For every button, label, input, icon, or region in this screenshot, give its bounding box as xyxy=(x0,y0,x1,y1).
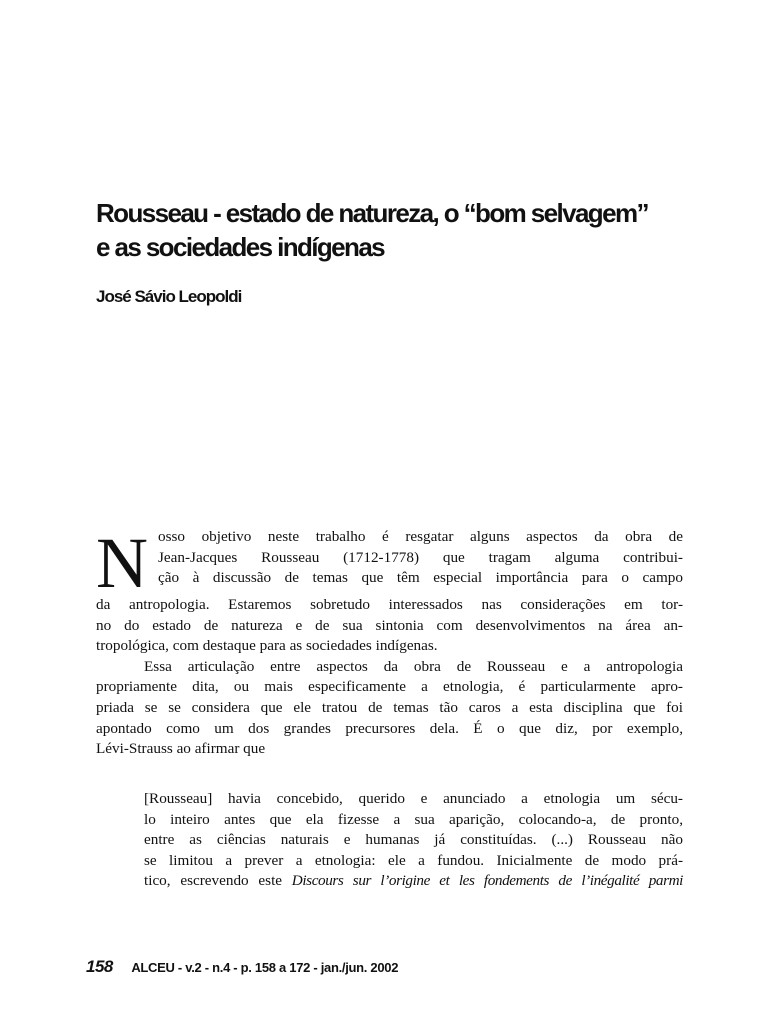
article-title xyxy=(96,196,696,264)
title-line-2: e as sociedades indígenas xyxy=(96,232,385,262)
body-line: ção à discussão de temas que têm especial importância para o campo xyxy=(158,569,683,587)
page-footer xyxy=(86,957,398,977)
author-name: José Sávio Leopoldi xyxy=(96,287,242,306)
paragraph-1 xyxy=(96,523,683,657)
quote-text: tico, escrevendo este xyxy=(144,872,292,890)
body-line: propriamente dita, ou mais especificamente a etnologia, é particularmente apro- xyxy=(96,678,683,696)
quote-line xyxy=(144,871,683,892)
body-line: Lévi-Strauss ao afirmar que xyxy=(96,740,266,758)
body-line: da antropologia. Estaremos sobretudo interessados nas considerações em tor- xyxy=(96,596,683,613)
body-line: apontado como um dos grandes precursores dela. É o que diz, por exemplo, xyxy=(96,719,683,737)
paragraph-2 xyxy=(96,657,683,760)
journal-citation: ALCEU - v.2 - n.4 - p. 158 a 172 - jan./jun. 2002 xyxy=(131,960,399,975)
page-number: 158 xyxy=(86,957,113,976)
quote-line: lo inteiro antes que ela fizesse a sua aparição, colocando-a, de pronto, xyxy=(144,810,683,828)
quote-line: [Rousseau] havia concebido, querido e anunciado a etnologia um sécu- xyxy=(144,790,683,807)
body-line: tropológica, com destaque para as sociedades indígenas. xyxy=(96,637,438,655)
block-quote xyxy=(144,789,683,892)
body-line: Essa articulação entre aspectos da obra de Rousseau e a antropologia xyxy=(144,657,683,675)
quote-line: entre as ciências naturais e humanas já constituídas. (...) Rousseau não xyxy=(144,831,683,849)
quote-line: se limitou a prever a etnologia: ele a fundou. Inicialmente de modo prá- xyxy=(144,851,683,869)
title-line-1: Rousseau - estado de natureza, o “bom selvagem” xyxy=(96,198,648,228)
body-line: no do estado de natureza e de sua sintonia com desenvolvimentos na área an- xyxy=(96,616,683,634)
body-line: osso objetivo neste trabalho é resgatar alguns aspectos da obra de xyxy=(158,528,683,545)
book-title: Discours sur l’origine et les fondements de l’inégalité parmi xyxy=(291,872,683,890)
body-line: Jean-Jacques Rousseau (1712-1778) que tragam alguma contribui- xyxy=(158,548,683,566)
body-line: priada se se considera que ele tratou de temas tão caros a esta disciplina que foi xyxy=(96,698,683,716)
article-body xyxy=(96,523,683,760)
drop-cap: N xyxy=(96,523,148,603)
